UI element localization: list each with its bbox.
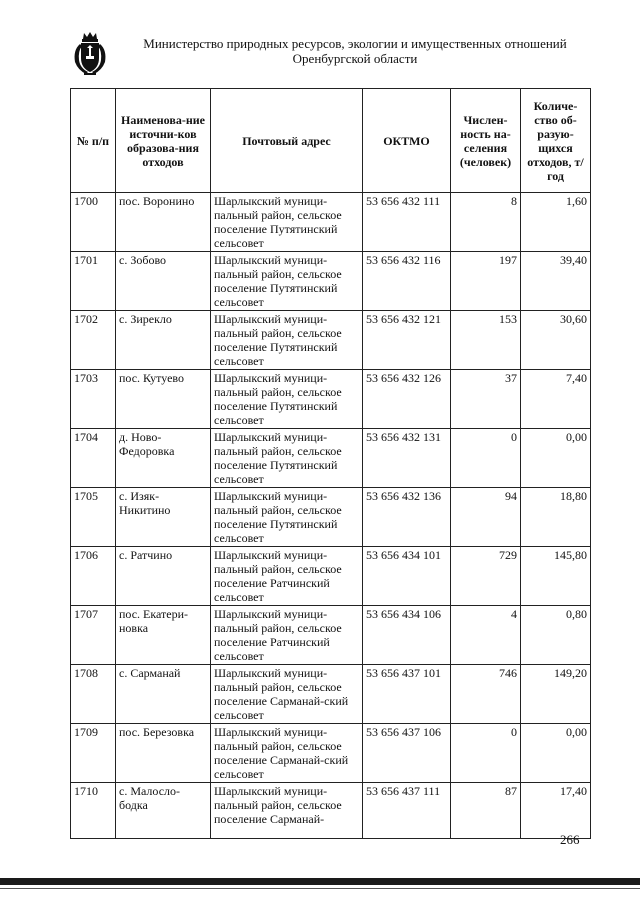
cell-address: Шарлыкский муници-пальный район, сельское поселение Ратчинский сельсовет	[211, 606, 363, 665]
cell-oktmo: 53 656 432 131	[363, 429, 451, 488]
table-row	[71, 606, 591, 665]
cell-number: 1707	[71, 606, 116, 665]
cell-address: Шарлыкский муници-пальный район, сельское поселение Сарманай-	[211, 783, 363, 839]
cell-population: 729	[451, 547, 521, 606]
cell-oktmo: 53 656 432 136	[363, 488, 451, 547]
cell-waste-volume: 0,00	[521, 724, 591, 783]
cell-address: Шарлыкский муници-пальный район, сельское поселение Путятинский сельсовет	[211, 193, 363, 252]
cell-number: 1709	[71, 724, 116, 783]
cell-number: 1700	[71, 193, 116, 252]
column-header-waste-volume: Количе-ство об-разую-щихся отходов, т/год	[521, 89, 591, 193]
cell-waste-volume: 30,60	[521, 311, 591, 370]
column-header-population: Числен-ность на-селения (человек)	[451, 89, 521, 193]
oblast-coat-of-arms-icon	[70, 30, 110, 76]
cell-waste-volume: 145,80	[521, 547, 591, 606]
table-row	[71, 311, 591, 370]
cell-number: 1702	[71, 311, 116, 370]
cell-address: Шарлыкский муници-пальный район, сельское поселение Путятинский сельсовет	[211, 370, 363, 429]
cell-source-name: с. Зирекло	[116, 311, 211, 370]
cell-address: Шарлыкский муници-пальный район, сельское поселение Ратчинский сельсовет	[211, 547, 363, 606]
cell-address: Шарлыкский муници-пальный район, сельское поселение Сарманай-ский сельсовет	[211, 665, 363, 724]
cell-oktmo: 53 656 432 126	[363, 370, 451, 429]
table-row	[71, 547, 591, 606]
cell-oktmo: 53 656 434 101	[363, 547, 451, 606]
cell-population: 0	[451, 429, 521, 488]
cell-source-name: с. Ратчино	[116, 547, 211, 606]
cell-waste-volume: 7,40	[521, 370, 591, 429]
cell-number: 1706	[71, 547, 116, 606]
cell-oktmo: 53 656 437 111	[363, 783, 451, 839]
cell-source-name: с. Малосло-бодка	[116, 783, 211, 839]
cell-source-name: с. Сарманай	[116, 665, 211, 724]
cell-number: 1705	[71, 488, 116, 547]
waste-sources-table	[70, 88, 591, 839]
cell-source-name: пос. Березовка	[116, 724, 211, 783]
column-header-postal-address: Почтовый адрес	[211, 89, 363, 193]
scan-edge-line	[0, 888, 640, 889]
cell-number: 1708	[71, 665, 116, 724]
ministry-header	[120, 36, 590, 66]
ministry-title-line1: Министерство природных ресурсов, экологии и имущественных отношений	[143, 36, 567, 51]
cell-address: Шарлыкский муници-пальный район, сельское поселение Путятинский сельсовет	[211, 488, 363, 547]
table-row	[71, 370, 591, 429]
table-row	[71, 429, 591, 488]
cell-population: 87	[451, 783, 521, 839]
cell-number: 1710	[71, 783, 116, 839]
cell-population: 746	[451, 665, 521, 724]
scan-edge-bar	[0, 878, 640, 885]
cell-waste-volume: 0,00	[521, 429, 591, 488]
cell-number: 1703	[71, 370, 116, 429]
column-header-number: № п/п	[71, 89, 116, 193]
cell-source-name: с. Изяк-Никитино	[116, 488, 211, 547]
cell-oktmo: 53 656 432 121	[363, 311, 451, 370]
table-row	[71, 783, 591, 839]
cell-oktmo: 53 656 437 106	[363, 724, 451, 783]
cell-population: 153	[451, 311, 521, 370]
cell-oktmo: 53 656 434 106	[363, 606, 451, 665]
cell-waste-volume: 1,60	[521, 193, 591, 252]
table-row	[71, 665, 591, 724]
cell-number: 1704	[71, 429, 116, 488]
cell-waste-volume: 0,80	[521, 606, 591, 665]
cell-population: 4	[451, 606, 521, 665]
page-number: 266	[560, 832, 580, 847]
table-row	[71, 193, 591, 252]
cell-source-name: пос. Кутуево	[116, 370, 211, 429]
cell-waste-volume: 39,40	[521, 252, 591, 311]
cell-population: 0	[451, 724, 521, 783]
cell-population: 197	[451, 252, 521, 311]
cell-waste-volume: 17,40	[521, 783, 591, 839]
table-header-row	[71, 89, 591, 193]
cell-source-name: пос. Воронино	[116, 193, 211, 252]
cell-address: Шарлыкский муници-пальный район, сельское поселение Путятинский сельсовет	[211, 252, 363, 311]
cell-source-name: д. Ново-Федоровка	[116, 429, 211, 488]
column-header-source-name: Наименова-ние источни-ков образова-ния отходов	[116, 89, 211, 193]
cell-population: 94	[451, 488, 521, 547]
cell-waste-volume: 18,80	[521, 488, 591, 547]
cell-oktmo: 53 656 432 111	[363, 193, 451, 252]
cell-address: Шарлыкский муници-пальный район, сельское поселение Сарманай-ский сельсовет	[211, 724, 363, 783]
table-row	[71, 724, 591, 783]
cell-oktmo: 53 656 432 116	[363, 252, 451, 311]
cell-address: Шарлыкский муници-пальный район, сельское поселение Путятинский сельсовет	[211, 429, 363, 488]
cell-oktmo: 53 656 437 101	[363, 665, 451, 724]
cell-waste-volume: 149,20	[521, 665, 591, 724]
cell-source-name: с. Зобово	[116, 252, 211, 311]
cell-address: Шарлыкский муници-пальный район, сельское поселение Путятинский сельсовет	[211, 311, 363, 370]
cell-population: 37	[451, 370, 521, 429]
cell-population: 8	[451, 193, 521, 252]
table-row	[71, 488, 591, 547]
ministry-title-line2: Оренбургской области	[292, 51, 418, 66]
table-row	[71, 252, 591, 311]
column-header-oktmo: ОКТМО	[363, 89, 451, 193]
cell-source-name: пос. Екатери-новка	[116, 606, 211, 665]
cell-number: 1701	[71, 252, 116, 311]
